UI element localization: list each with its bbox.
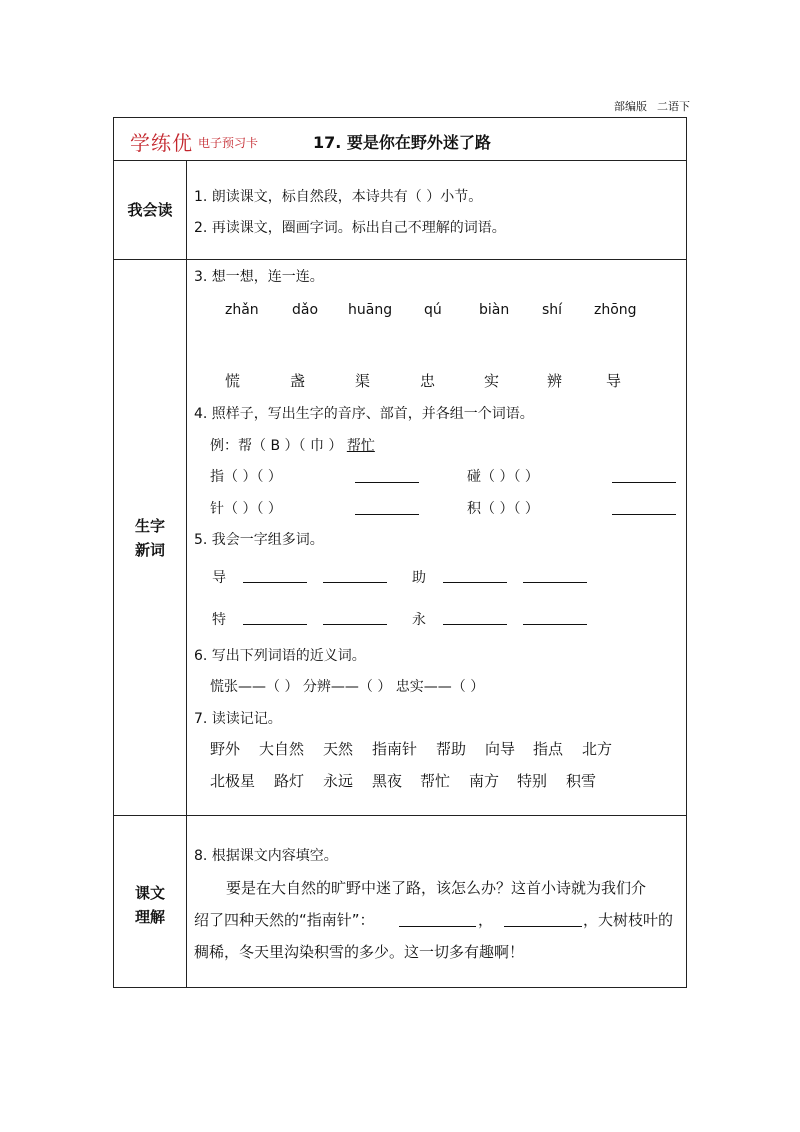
question-5-char: 特: [212, 612, 226, 628]
answer-blank[interactable]: [323, 624, 387, 625]
vocab-word: 特别: [517, 772, 548, 790]
pinyin-item: qú: [424, 302, 442, 318]
answer-blank[interactable]: [523, 582, 587, 583]
question-4-prompt: 4. 照样子，写出生字的音序、部首，并各组一个词语。: [194, 406, 534, 422]
answer-blank[interactable]: [612, 482, 676, 483]
answer-blank[interactable]: [504, 926, 582, 927]
section-label-line: 理解: [134, 908, 165, 926]
character-item: 导: [606, 372, 622, 390]
answer-blank[interactable]: [612, 514, 676, 515]
pinyin-item: dǎo: [292, 302, 319, 318]
divider: [114, 815, 686, 816]
answer-blank[interactable]: [243, 582, 307, 583]
section-label-read: 我会读: [127, 201, 173, 219]
question-4-row: 积（ ）（ ）: [467, 501, 539, 517]
pinyin-item: zhǎn: [225, 302, 259, 318]
grade-text: 二语下: [657, 100, 690, 113]
question-1: 1. 朗读课文，标自然段，本诗共有（ ）小节。: [194, 189, 483, 205]
passage-separator: ，: [478, 911, 494, 929]
passage-line: 绍了四种天然的“指南针”：: [194, 911, 375, 929]
question-4-example: [210, 435, 375, 455]
example-answer: 帮忙: [346, 438, 375, 454]
column-divider: [186, 160, 187, 988]
passage-line: ，大树枝叶的: [583, 911, 674, 929]
question-5-char: 助: [412, 570, 426, 586]
section-label-comprehension: [114, 881, 186, 929]
question-4-row: 碰（ ）（ ）: [467, 469, 539, 485]
section-label-line: 生字: [134, 517, 165, 535]
answer-blank[interactable]: [443, 582, 507, 583]
answer-blank[interactable]: [243, 624, 307, 625]
passage-line: 要是在大自然的旷野中迷了路，该怎么办？这首小诗就为我们介: [226, 879, 647, 897]
question-6-prompt: 6. 写出下列词语的近义词。: [194, 648, 366, 664]
pinyin-item: shí: [542, 302, 563, 318]
example-prefix: 例：帮（ B ）（ 巾 ）: [210, 438, 343, 454]
vocab-word: 野外: [210, 740, 241, 758]
question-5-prompt: 5. 我会一字组多词。: [194, 532, 324, 548]
vocab-word: 大自然: [259, 740, 305, 758]
question-5-char: 导: [212, 570, 226, 586]
vocab-word: 永远: [323, 772, 354, 790]
question-4-row: 针（ ）（ ）: [210, 501, 282, 517]
question-4-row: 指（ ）（ ）: [210, 469, 282, 485]
section-label-line: 新词: [134, 541, 165, 559]
question-5-char: 永: [412, 612, 426, 628]
passage-line: 稠稀，冬天里沟染积雪的多少。这一切多有趣啊！: [194, 943, 525, 961]
pinyin-item: biàn: [479, 302, 510, 318]
vocab-word: 天然: [323, 740, 354, 758]
character-item: 慌: [225, 372, 241, 390]
section-label-new-words: [114, 514, 186, 562]
character-item: 辨: [547, 372, 563, 390]
vocab-word: 帮忙: [420, 772, 451, 790]
vocab-word: 指南针: [372, 740, 418, 758]
vocab-word: 北极星: [210, 772, 256, 790]
question-3-prompt: 3. 想一想，连一连。: [194, 269, 324, 285]
lesson-title: 17. 要是你在野外迷了路: [313, 133, 491, 152]
vocab-word: 指点: [533, 740, 564, 758]
question-6-line: 慌张——（ ） 分辨——（ ） 忠实——（ ）: [210, 679, 485, 695]
character-item: 实: [484, 372, 500, 390]
vocab-word: 帮助: [436, 740, 467, 758]
vocab-word: 北方: [582, 740, 613, 758]
edition-text: 部编版: [614, 100, 647, 113]
brand-subtitle: 电子预习卡: [198, 136, 259, 150]
question-7-prompt: 7. 读读记记。: [194, 711, 282, 727]
character-item: 盏: [290, 372, 306, 390]
edition-label: [604, 98, 690, 114]
brand-logo: 学练优: [130, 131, 193, 155]
character-item: 忠: [420, 372, 436, 390]
answer-blank[interactable]: [443, 624, 507, 625]
vocab-word: 黑夜: [372, 772, 403, 790]
divider: [114, 160, 686, 161]
vocab-word: 路灯: [274, 772, 305, 790]
vocab-word: 向导: [485, 740, 516, 758]
answer-blank[interactable]: [355, 482, 419, 483]
answer-blank[interactable]: [399, 926, 476, 927]
character-item: 渠: [355, 372, 371, 390]
question-2: 2. 再读课文，圈画字词。标出自己不理解的词语。: [194, 220, 506, 236]
section-label-line: 课文: [134, 884, 165, 902]
pinyin-item: huāng: [348, 302, 393, 318]
answer-blank[interactable]: [323, 582, 387, 583]
vocab-word: 南方: [469, 772, 500, 790]
question-8-prompt: 8. 根据课文内容填空。: [194, 848, 338, 864]
pinyin-item: zhōng: [594, 302, 637, 318]
answer-blank[interactable]: [523, 624, 587, 625]
vocab-word: 积雪: [566, 772, 597, 790]
divider: [114, 259, 686, 260]
preview-card: [113, 117, 687, 988]
answer-blank[interactable]: [355, 514, 419, 515]
